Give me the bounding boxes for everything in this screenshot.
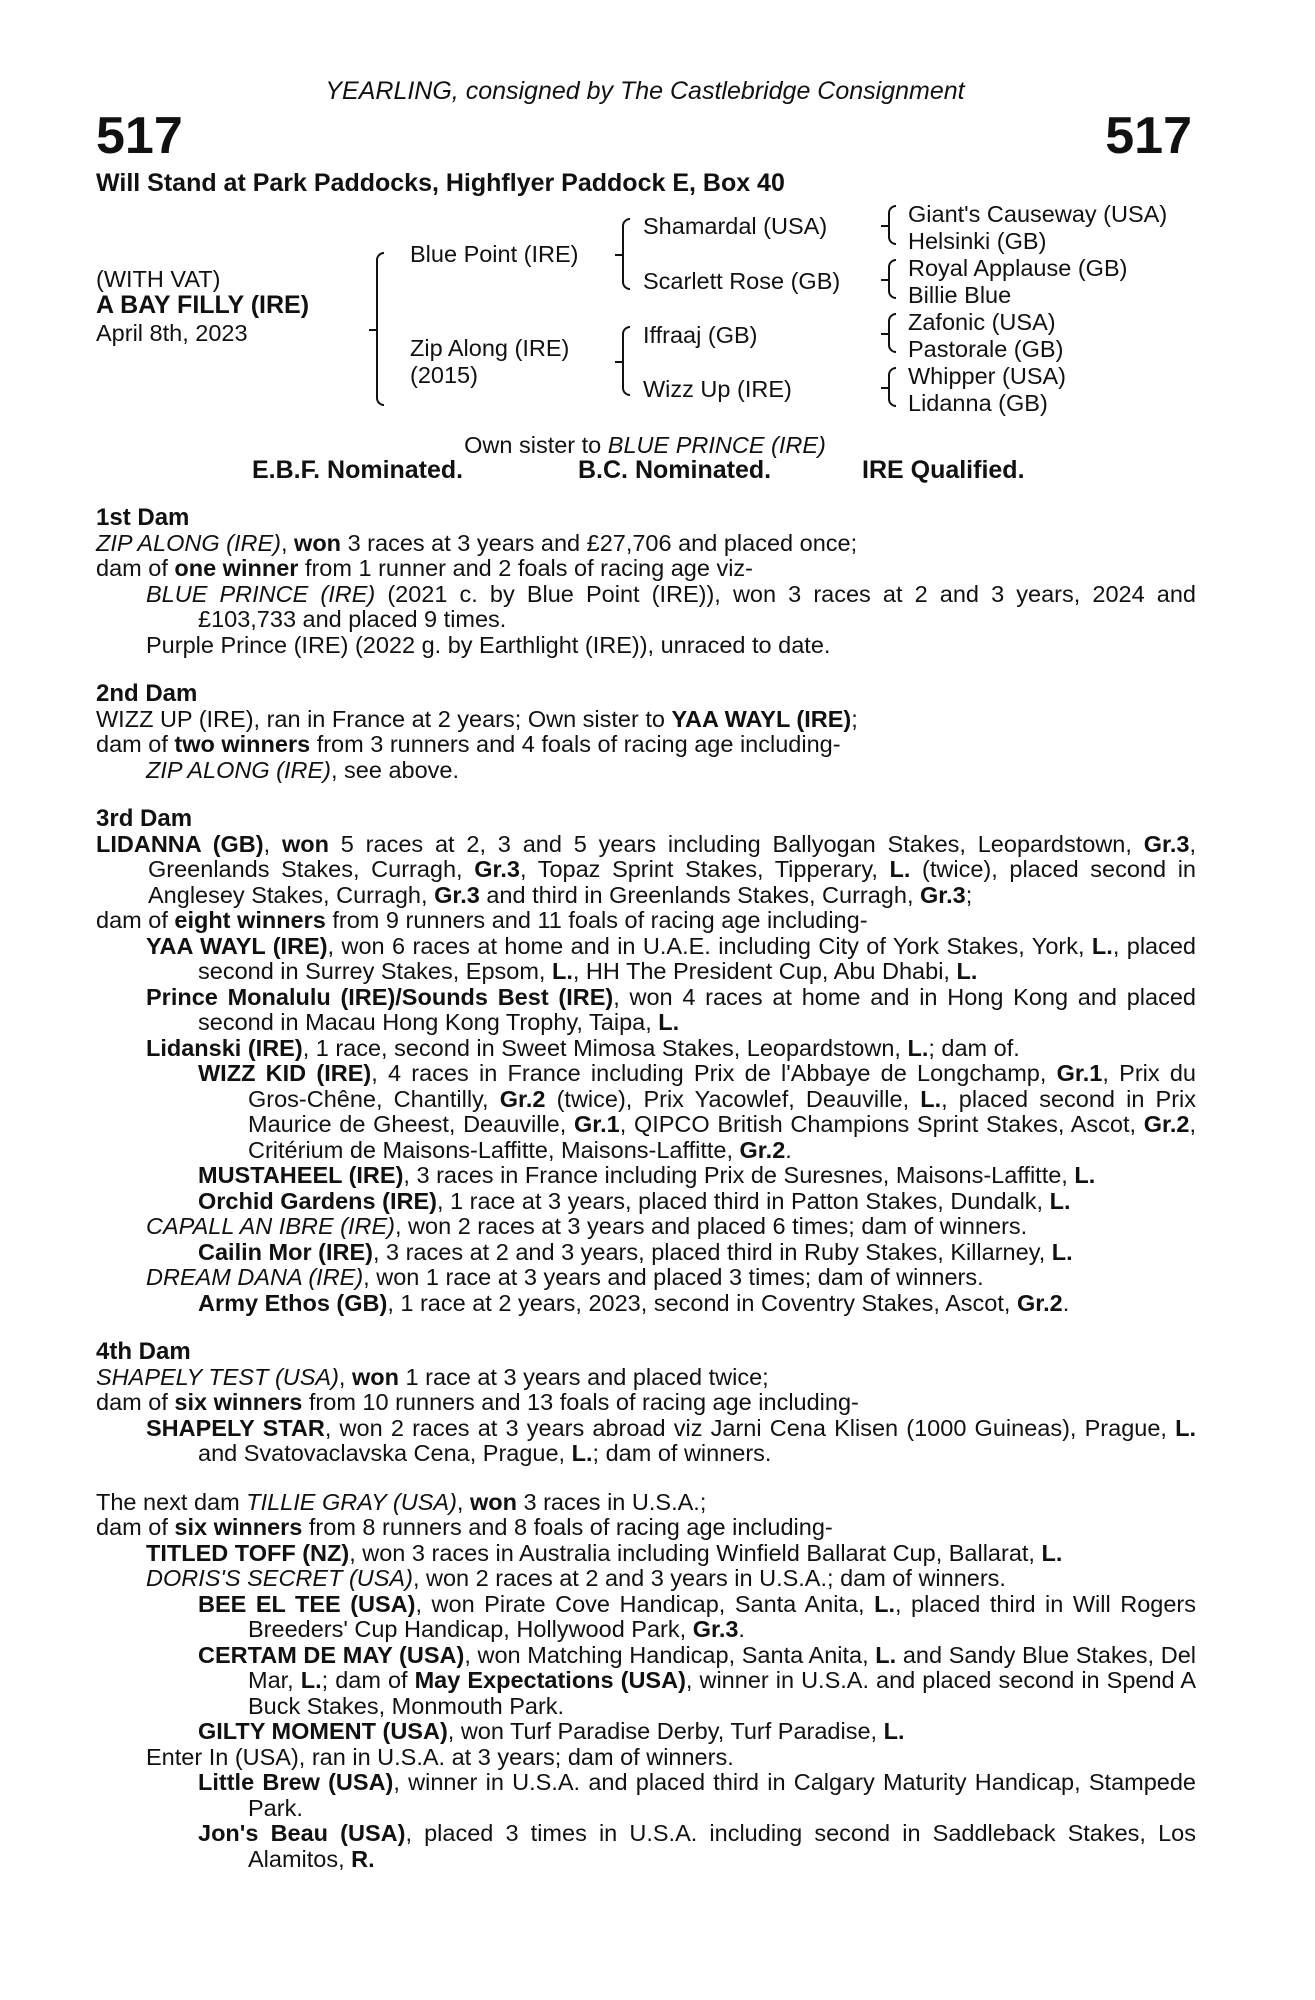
produce-entry: Lidanski (IRE), 1 race, second in Sweet Mimosa Stakes, Leopardstown, L.; dam of. — [146, 1034, 1020, 1061]
dam-year: (2015) — [410, 362, 478, 388]
lot-number-left: 517 — [96, 107, 183, 165]
own-sister-name: BLUE PRINCE (IRE) — [607, 432, 826, 458]
grandproduce-entry: CERTAM DE MAY (USA), won Matching Handicap, Santa Anita, L. and Sandy Blue Stakes, Del Mar, L.; dam of May Expectations (USA), winner in U.S.A. and placed second in Spend A Buck Stakes, Monmouth Park. — [198, 1641, 1197, 1719]
stand-location: Will Stand at Park Paddocks, Highflyer Paddock E, Box 40 — [96, 169, 785, 197]
fourth-dam-produce-summary: dam of six winners from 10 runners and 13 foals of racing age including- — [96, 1389, 859, 1415]
foaling-date: April 8th, 2023 — [96, 320, 248, 346]
dam-sire: Iffraaj (GB) — [643, 322, 758, 348]
ire-qualified: IRE Qualified. — [862, 456, 1025, 484]
produce-entry: TITLED TOFF (NZ), won 3 races in Australia including Winfield Ballarat Cup, Ballarat, L. — [146, 1539, 1063, 1566]
third-dam-heading: 3rd Dam — [96, 805, 193, 832]
sire: Blue Point (IRE) — [410, 241, 579, 267]
own-sister-prefix: Own sister to — [464, 432, 608, 458]
third-dam-produce-summary: dam of eight winners from 9 runners and 11 foals of racing age including- — [96, 907, 868, 933]
first-dam-produce-summary: dam of one winner from 1 runner and 2 foals of racing age viz- — [96, 555, 753, 581]
grandproduce-entry: Cailin Mor (IRE), 3 races at 2 and 3 years, placed third in Ruby Stakes, Killarney, L. — [198, 1238, 1073, 1265]
produce-entry: ZIP ALONG (IRE), see above. — [146, 756, 460, 783]
own-sister-line — [0, 433, 1290, 459]
dam: Zip Along (IRE) — [410, 335, 570, 361]
ssd: Helsinki (GB) — [908, 228, 1047, 254]
catalogue-subtitle: YEARLING, consigned by The Castlebridge Consignment — [325, 77, 965, 105]
produce-entry: Enter In (USA), ran in U.S.A. at 3 years; dam of winners. — [146, 1743, 734, 1770]
dds: Whipper (USA) — [908, 363, 1067, 389]
horse-name: A BAY FILLY (IRE) — [96, 291, 310, 319]
vat-note: (WITH VAT) — [96, 266, 221, 292]
produce-entry: BLUE PRINCE (IRE) (2021 c. by Blue Point (IRE)), won 3 races at 2 and 3 years, 2024 and £103,733 and placed 9 times. — [146, 580, 1196, 632]
sdd: Billie Blue — [908, 282, 1012, 308]
first-dam-heading: 1st Dam — [96, 504, 190, 531]
fourth-dam-line: SHAPELY TEST (USA), won 1 race at 3 years and placed twice; — [96, 1363, 769, 1390]
grandproduce-entry: Army Ethos (GB), 1 race at 2 years, 2023, second in Coventry Stakes, Ascot, Gr.2. — [198, 1289, 1070, 1316]
pedigree-brace-dam — [622, 326, 630, 396]
produce-entry: SHAPELY STAR, won 2 races at 3 years abroad viz Jarni Cena Klisen (1000 Guineas), Prague, L. and Svatovaclavska Cena, Prague, L.; dam of winners. — [146, 1414, 1196, 1466]
grandproduce-entry: Jon's Beau (USA), placed 3 times in U.S.A. including second in Saddleback Stakes, Los Alamitos, R. — [198, 1820, 1196, 1872]
produce-entry: Purple Prince (IRE) (2022 g. by Earthlight (IRE)), unraced to date. — [146, 631, 831, 658]
sire-dam: Scarlett Rose (GB) — [643, 268, 841, 294]
grandproduce-entry: GILTY MOMENT (USA), won Turf Paradise Derby, Turf Paradise, L. — [198, 1718, 905, 1744]
fourth-dam-heading: 4th Dam — [96, 1338, 191, 1365]
grandproduce-entry: Orchid Gardens (IRE), 1 race at 3 years, placed third in Patton Stakes, Dundalk, L. — [198, 1187, 1071, 1214]
pedigree-brace-dd — [888, 367, 896, 407]
pedigree-brace-ss — [888, 205, 896, 245]
second-dam-produce-summary: dam of two winners from 3 runners and 4 foals of racing age including- — [96, 731, 841, 757]
sire-sire: Shamardal (USA) — [643, 213, 828, 239]
dss: Zafonic (USA) — [908, 309, 1056, 335]
grandproduce-entry: WIZZ KID (IRE), 4 races in France including Prix de l'Abbaye de Longchamp, Gr.1, Prix du Gros-Chêne, Chantilly, Gr.2 (twice), Prix Yacowlef, Deauville, L., placed second in Prix Maurice de Gheest, Deauville, Gr.1, QIPCO British Champions Sprint Stakes, Ascot, Gr.2, Critérium de Maisons-Laffitte, Maisons-Laffitte, Gr.2. — [198, 1060, 1197, 1163]
lot-number-right: 517 — [1105, 107, 1192, 165]
ddd: Lidanna (GB) — [908, 390, 1048, 416]
grandproduce-entry: Little Brew (USA), winner in U.S.A. and placed third in Calgary Maturity Handicap, Stampede Park. — [198, 1769, 1196, 1821]
bc-nomination: B.C. Nominated. — [578, 456, 772, 484]
produce-entry: DREAM DANA (IRE), won 1 race at 3 years and placed 3 times; dam of winners. — [146, 1264, 984, 1290]
produce-entry: Prince Monalulu (IRE)/Sounds Best (IRE), won 4 races at home and in Hong Kong and placed second in Macau Hong Kong Trophy, Taipa, L. — [146, 983, 1196, 1035]
dam-dam: Wizz Up (IRE) — [643, 376, 792, 402]
pedigree-brace-main — [376, 252, 384, 406]
grandproduce-entry: BEE EL TEE (USA), won Pirate Cove Handicap, Santa Anita, L., placed third in Will Rogers Breeders' Cup Handicap, Hollywood Park, Gr.3. — [198, 1590, 1197, 1642]
first-dam-line: ZIP ALONG (IRE), won 3 races at 3 years and £27,706 and placed once; — [96, 529, 858, 556]
sds: Royal Applause (GB) — [908, 255, 1128, 281]
third-dam-line: LIDANNA (GB), won 5 races at 2, 3 and 5 years including Ballyogan Stakes, Leopardstown, Gr.3, Greenlands Stakes, Curragh, Gr.3, Topaz Sprint Stakes, Tipperary, L. (twice), placed second in Anglesey Stakes, Curragh, Gr.3 and third in Greenlands Stakes, Curragh, Gr.3; — [96, 830, 1196, 908]
produce-entry: YAA WAYL (IRE), won 6 races at home and in U.A.E. including City of York Stakes, York, L., placed second in Surrey Stakes, Epsom, L., HH The President Cup, Abu Dhabi, L. — [146, 932, 1197, 984]
dsd: Pastorale (GB) — [908, 336, 1064, 362]
section-gap — [96, 1467, 1196, 1490]
produce-entry: CAPALL AN IBRE (IRE), won 2 races at 3 years and placed 6 times; dam of winners. — [146, 1213, 1028, 1239]
next-dam-produce-summary: dam of six winners from 8 runners and 8 foals of racing age including- — [96, 1514, 833, 1540]
second-dam-line: WIZZ UP (IRE), ran in France at 2 years; Own sister to YAA WAYL (IRE); — [96, 705, 858, 732]
family-history — [96, 505, 1196, 1872]
produce-entry: DORIS'S SECRET (USA), won 2 races at 2 and 3 years in U.S.A.; dam of winners. — [146, 1565, 1006, 1591]
second-dam-heading: 2nd Dam — [96, 680, 198, 707]
sss: Giant's Causeway (USA) — [908, 201, 1168, 227]
pedigree-brace-sd — [888, 259, 896, 299]
next-dam-line: The next dam TILLIE GRAY (USA), won 3 races in U.S.A.; — [96, 1488, 707, 1515]
grandproduce-entry: MUSTAHEEL (IRE), 3 races in France including Prix de Suresnes, Maisons-Laffitte, L. — [198, 1162, 1096, 1188]
pedigree-brace-sire — [622, 218, 630, 290]
pedigree-brace-ds — [888, 313, 896, 353]
ebf-nomination: E.B.F. Nominated. — [252, 456, 464, 484]
